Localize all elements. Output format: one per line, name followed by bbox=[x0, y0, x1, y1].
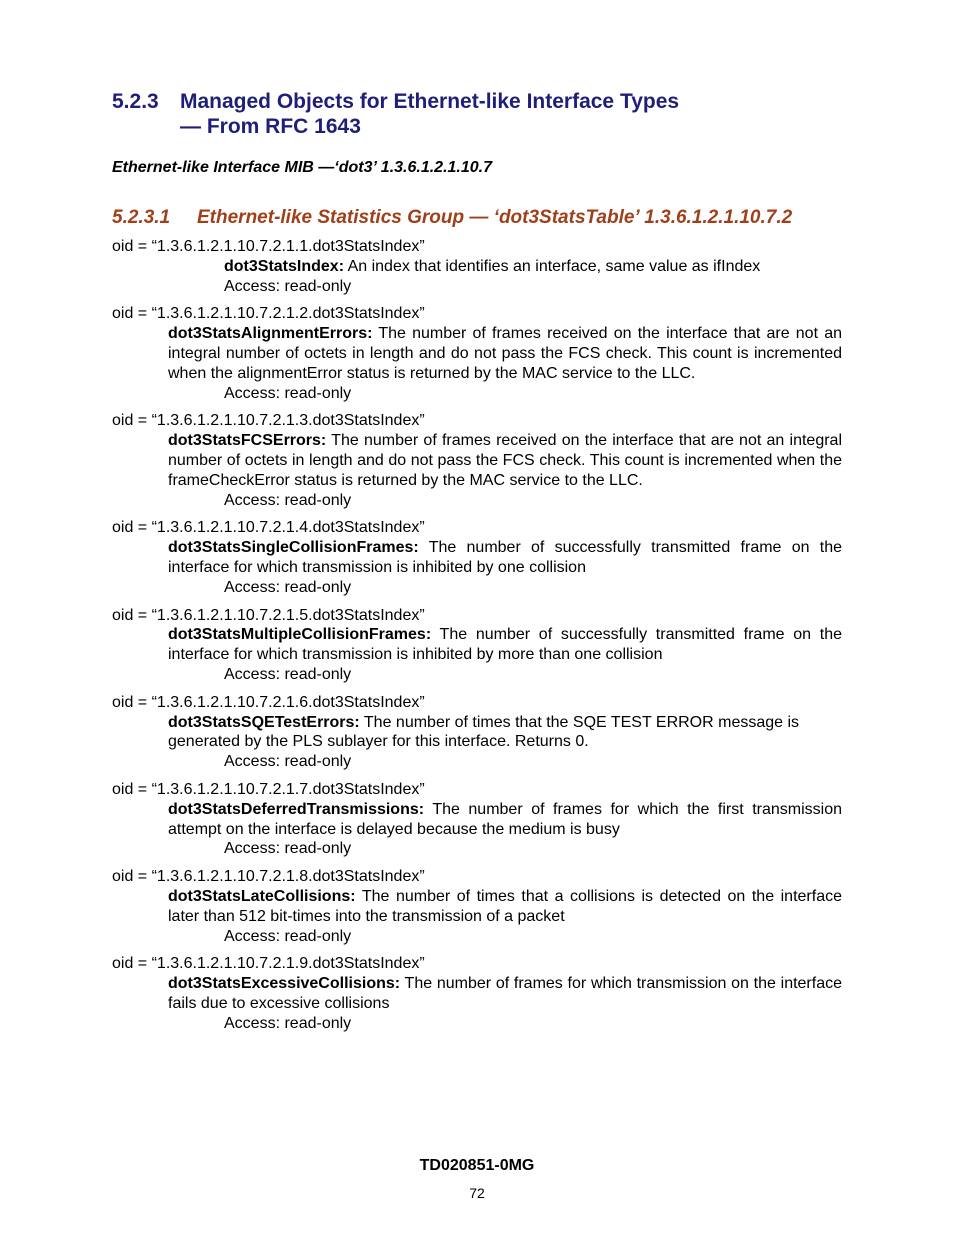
oid-line: oid = “1.3.6.1.2.1.10.7.2.1.2.dot3StatsIndex” bbox=[112, 305, 425, 323]
access-line: Access: read-only bbox=[224, 753, 352, 771]
subsection-heading bbox=[112, 206, 792, 230]
oid-line: oid = “1.3.6.1.2.1.10.7.2.1.6.dot3StatsIndex” bbox=[112, 693, 425, 711]
mib-object-entry bbox=[112, 518, 842, 597]
subsection-title: Ethernet-like Statistics Group — ‘dot3StatsTable’ 1.3.6.1.2.1.10.7.2 bbox=[197, 207, 793, 228]
object-name: dot3StatsSQETestErrors: bbox=[168, 713, 360, 731]
oid-line: oid = “1.3.6.1.2.1.10.7.2.1.4.dot3StatsIndex” bbox=[112, 519, 425, 537]
oid-line: oid = “1.3.6.1.2.1.10.7.2.1.5.dot3StatsIndex” bbox=[112, 606, 425, 624]
object-name: dot3StatsDeferredTransmissions: bbox=[168, 800, 425, 818]
footer-document-id: TD020851-0MG bbox=[419, 1157, 535, 1174]
mib-title: Ethernet-like Interface MIB —‘dot3’ 1.3.6.1.2.1.10.7 bbox=[112, 159, 492, 176]
section-heading bbox=[112, 89, 679, 139]
object-description-text: The number of frames received on the interface that are not an integral number of octets in length and do not pass the FCS check. This count is incremented when the frameCheckError status is returned by the MAC service to the LLC. bbox=[168, 432, 842, 489]
access-line: Access: read-only bbox=[224, 840, 352, 858]
mib-object-entry bbox=[112, 954, 842, 1033]
access-line: Access: read-only bbox=[224, 578, 352, 596]
section-title-line1: Managed Objects for Ethernet-like Interface Types bbox=[180, 90, 680, 113]
object-description bbox=[168, 800, 842, 840]
access-line: Access: read-only bbox=[224, 927, 352, 945]
access-line: Access: read-only bbox=[224, 665, 352, 683]
mib-object-list bbox=[112, 237, 842, 1041]
access-line: Access: read-only bbox=[224, 384, 352, 402]
object-description-text: The number of successfully transmitted frame on the interface for which transmission is inhibited by one collision bbox=[168, 539, 842, 576]
mib-object-entry bbox=[112, 411, 842, 510]
mib-object-entry bbox=[112, 693, 842, 772]
object-name: dot3StatsIndex: bbox=[224, 257, 345, 275]
object-description bbox=[168, 431, 842, 490]
object-name: dot3StatsFCSErrors: bbox=[168, 432, 327, 450]
mib-object-entry bbox=[112, 780, 842, 859]
mib-object-entry bbox=[112, 304, 842, 403]
mib-object-entry bbox=[112, 867, 842, 946]
access-line: Access: read-only bbox=[224, 1014, 352, 1032]
object-description-text: The number of frames for which the first transmission attempt on the interface is delayed because the medium is busy bbox=[168, 800, 842, 838]
oid-line: oid = “1.3.6.1.2.1.10.7.2.1.1.dot3StatsIndex” bbox=[112, 238, 425, 255]
object-description bbox=[168, 713, 842, 753]
object-description-text: The number of frames for which transmission on the interface fails due to excessive collisions bbox=[168, 975, 842, 1012]
oid-line: oid = “1.3.6.1.2.1.10.7.2.1.8.dot3StatsIndex” bbox=[112, 868, 425, 886]
oid-line: oid = “1.3.6.1.2.1.10.7.2.1.9.dot3StatsIndex” bbox=[112, 955, 425, 973]
object-description bbox=[168, 538, 842, 578]
object-description-text: An index that identifies an interface, same value as ifIndex bbox=[344, 257, 761, 275]
object-description-text: The number of times that a collisions is detected on the interface later than 512 bit-times into the transmission of a packet bbox=[168, 887, 842, 925]
section-number: 5.2.3 bbox=[112, 90, 159, 113]
object-description bbox=[168, 974, 842, 1014]
object-description-text: The number of successfully transmitted frame on the interface for which transmission is inhibited by more than one collision bbox=[168, 626, 842, 664]
subsection-number: 5.2.3.1 bbox=[112, 207, 171, 228]
access-line: Access: read-only bbox=[224, 491, 352, 509]
mib-object-entry bbox=[112, 606, 842, 685]
mib-object-entry bbox=[112, 237, 842, 296]
object-name: dot3StatsLateCollisions: bbox=[168, 887, 356, 905]
object-name: dot3StatsSingleCollisionFrames: bbox=[168, 539, 419, 557]
object-description-text: The number of times that the SQE TEST ERROR message is generated by the PLS sublayer for this interface. Returns 0. bbox=[168, 713, 800, 751]
page-number: 72 bbox=[469, 1185, 485, 1201]
object-description bbox=[224, 257, 842, 277]
object-description bbox=[168, 625, 842, 665]
object-description-text: The number of frames received on the interface that are not an integral number of octets in length and do not pass the FCS check. This count is incremented when the alignmentError status is returned by the MAC service to the LLC. bbox=[168, 325, 842, 382]
oid-line: oid = “1.3.6.1.2.1.10.7.2.1.3.dot3StatsIndex” bbox=[112, 412, 425, 430]
object-description bbox=[168, 324, 842, 383]
object-name: dot3StatsMultipleCollisionFrames: bbox=[168, 626, 432, 644]
object-description bbox=[168, 887, 842, 927]
access-line: Access: read-only bbox=[224, 277, 352, 295]
object-name: dot3StatsExcessiveCollisions: bbox=[168, 975, 401, 993]
oid-line: oid = “1.3.6.1.2.1.10.7.2.1.7.dot3StatsIndex” bbox=[112, 780, 425, 798]
object-name: dot3StatsAlignmentErrors: bbox=[168, 325, 373, 343]
section-title-line2: — From RFC 1643 bbox=[180, 115, 361, 138]
